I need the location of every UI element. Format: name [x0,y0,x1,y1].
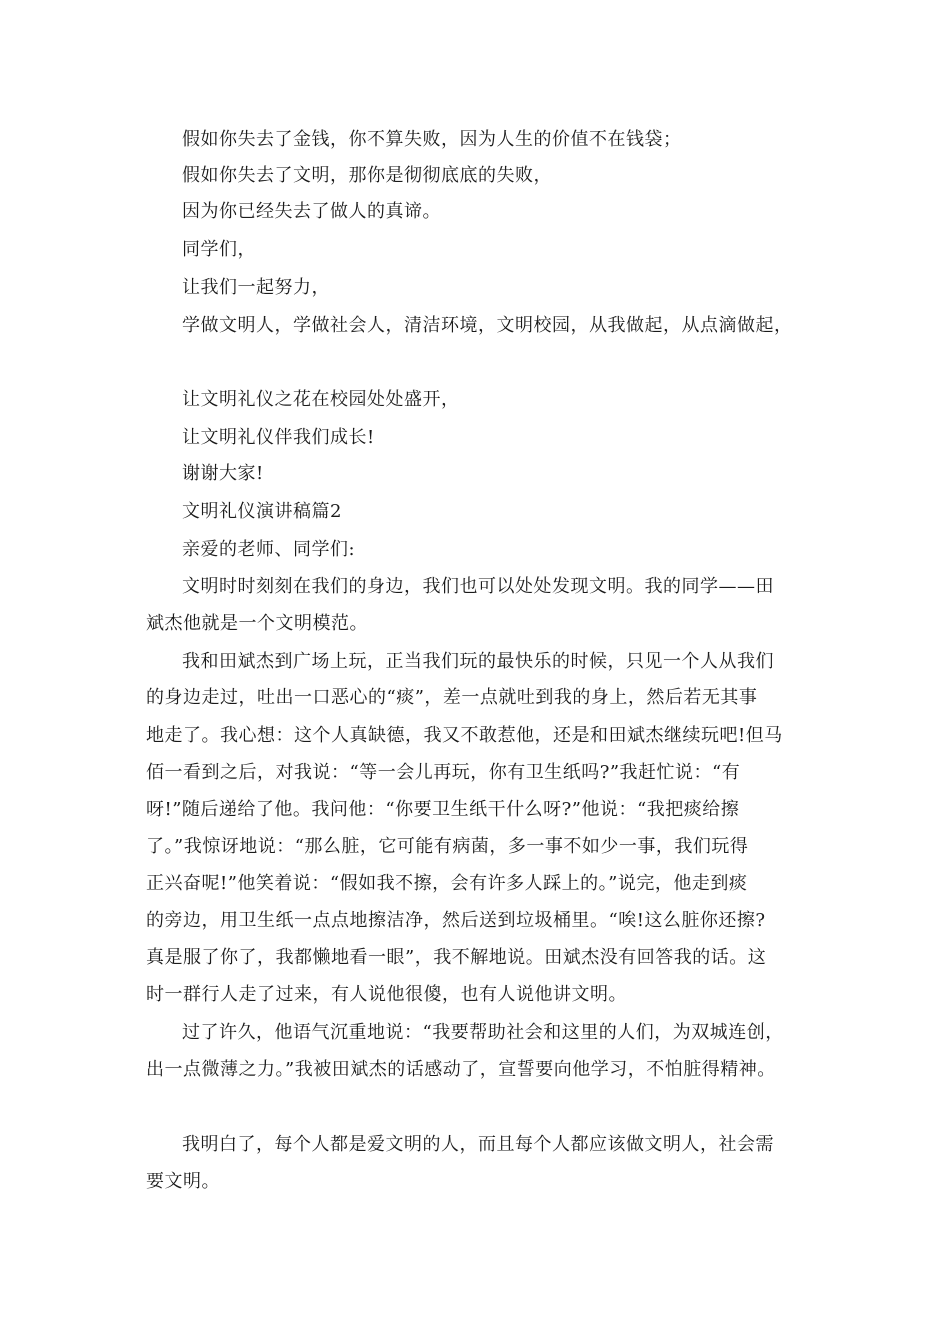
text-line: 假如你失去了文明，那你是彻彻底底的失败， [182,165,552,186]
paragraph-line: 的身边走过，吐出一口恶心的“痰”，差一点就吐到我的身上，然后若无其事 [146,687,758,708]
salutation: 亲爱的老师、同学们: [182,539,356,560]
paragraph-line: 的旁边，用卫生纸一点点地擦洁净，然后送到垃圾桶里。“唉!这么脏你还擦? [146,910,766,931]
paragraph-line: 文明时时刻刻在我们的身边，我们也可以处处发现文明。我的同学——田 [182,576,774,597]
text-line: 同学们， [182,239,256,260]
paragraph-line: 地走了。我心想：这个人真缺德，我又不敢惹他，还是和田斌杰继续玩吧!但马 [146,725,783,746]
paragraph-line: 要文明。 [146,1171,220,1192]
paragraph-line: 真是服了你了，我都懒地看一眼”，我不解地说。田斌杰没有回答我的话。这 [146,947,767,968]
paragraph-line: 呀!”随后递给了他。我问他：“你要卫生纸干什么呀?”他说：“我把痰给擦 [146,799,740,820]
paragraph-line: 过了许久，他语气沉重地说：“我要帮助社会和这里的人们，为双城连创， [182,1022,784,1043]
text-line: 让我们一起努力， [182,277,330,298]
paragraph-line: 佰一看到之后，对我说：“等一会儿再玩，你有卫生纸吗?”我赶忙说：“有 [146,762,741,783]
paragraph-line: 了。”我惊讶地说：“那么脏，它可能有病菌，多一事不如少一事，我们玩得 [146,836,749,857]
text-line: 因为你已经失去了做人的真谛。 [182,201,441,222]
paragraph-line: 我明白了，每个人都是爱文明的人，而且每个人都应该做文明人，社会需 [182,1134,774,1155]
paragraph-line: 出一点微薄之力。”我被田斌杰的话感动了，宣誓要向他学习，不怕脏得精神。 [146,1059,776,1080]
paragraph-line: 我和田斌杰到广场上玩，正当我们玩的最快乐的时候，只见一个人从我们 [182,651,774,672]
text-line: 让文明礼仪伴我们成长! [182,427,375,448]
text-line: 让文明礼仪之花在校园处处盛开， [182,389,460,410]
text-line: 学做文明人，学做社会人，清洁环境，文明校园，从我做起，从点滴做起， [182,315,793,336]
section-heading: 文明礼仪演讲稿篇2 [182,501,342,522]
paragraph-line: 斌杰他就是一个文明模范。 [146,613,368,634]
paragraph-line: 时一群行人走了过来，有人说他很傻，也有人说他讲文明。 [146,984,627,1005]
paragraph-line: 正兴奋呢!”他笑着说：“假如我不擦，会有许多人踩上的。”说完，他走到痰 [146,873,748,894]
text-line: 谢谢大家! [182,463,264,484]
text-line: 假如你失去了金钱，你不算失败，因为人生的价值不在钱袋； [182,129,682,150]
